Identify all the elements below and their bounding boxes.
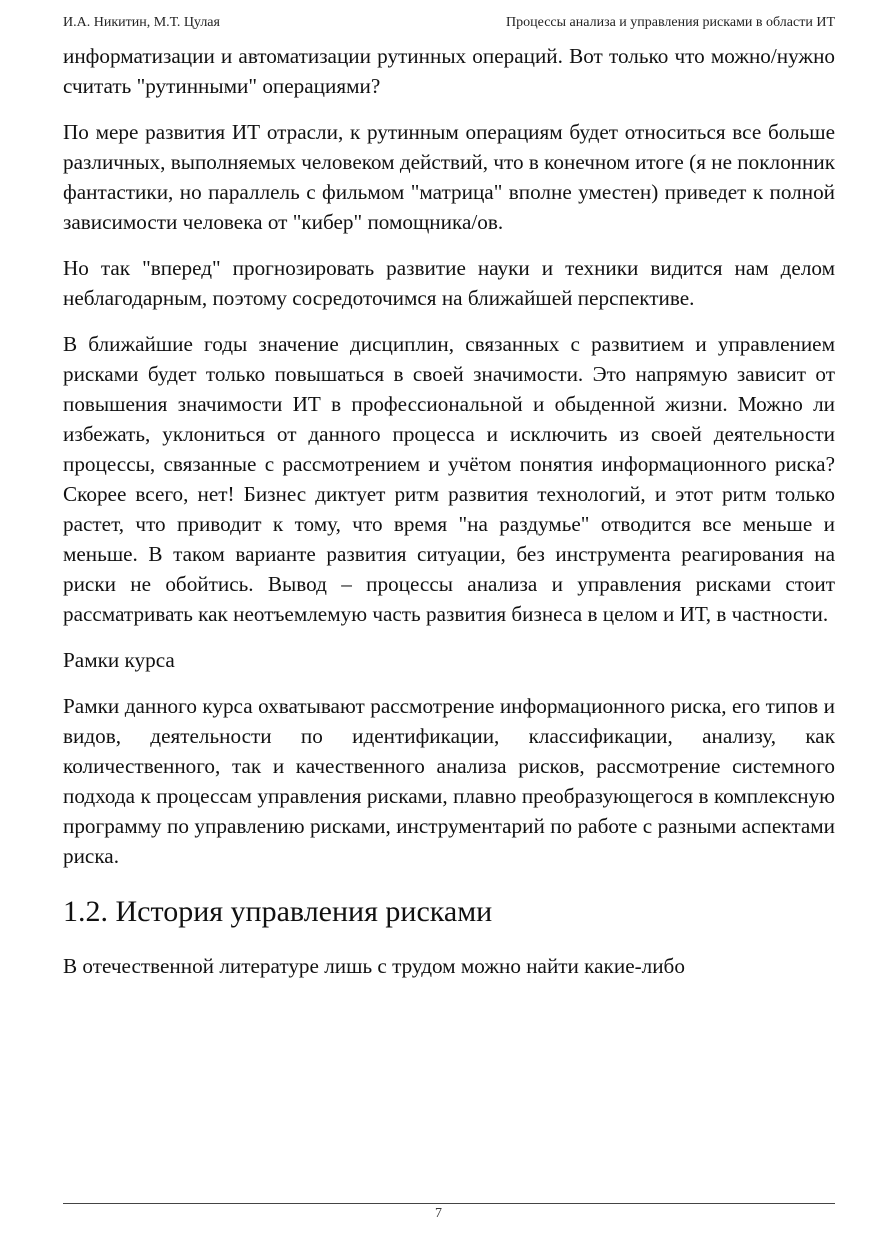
- running-header: [63, 15, 835, 35]
- header-title: Процессы анализа и управления рисками в области ИТ: [506, 15, 835, 30]
- subheading-course-scope: Рамки курса: [63, 648, 175, 672]
- paragraph-6: В отечественной литературе лишь с трудом можно найти какие-либо: [63, 954, 685, 978]
- footer-divider: [63, 1203, 835, 1204]
- paragraph-1: информатизации и автоматизации рутинных операций. Вот только что можно/нужно считать "рутинными" операциями?: [63, 44, 835, 98]
- page-body: [63, 41, 835, 997]
- header-authors: И.А. Никитин, М.Т. Цулая: [63, 15, 220, 30]
- page-number: 7: [435, 1206, 442, 1221]
- paragraph-2: По мере развития ИТ отрасли, к рутинным операциям будет относиться все больше различных, выполняемых человеком действий, что в конечном итоге (я не поклонник фантастики, но параллель с фильмом "матрица" вполне уместен) приведет к полной зависимости человека от "кибер" помощника/ов.: [63, 120, 835, 234]
- paragraph-5: Рамки данного курса охватывают рассмотрение информационного риска, его типов и видов, деятельности по идентификации, классификации, анализу, как количественного, так и качественного анализа рисков, рассмотрение системного подхода к процессам управления рисками, плавно преобразующегося в комплексную программу по управлению рисками, инструментарий по работе с разными аспектами риска.: [63, 694, 835, 868]
- section-heading: 1.2. История управления рисками: [63, 895, 493, 928]
- paragraph-4: В ближайшие годы значение дисциплин, связанных с развитием и управлением рисками будет только повышаться в своей значимости. Это напрямую зависит от повышения значимости ИТ в профессиональной и обыденной жизни. Можно ли избежать, уклониться от данного процесса и исключить из своей деятельности процессы, связанные с рассмотрением и учётом понятия информационного риска? Скорее всего, нет! Бизнес диктует ритм развития технологий, и этот ритм только растет, что приводит к тому, что время "на раздумье" отводится все меньше и меньше. В таком варианте развития ситуации, без инструмента реагирования на риски не обойтись. Вывод – процессы анализа и управления рисками стоит рассматривать как неотъемлемую часть развития бизнеса в целом и ИТ, в частности.: [63, 332, 835, 626]
- paragraph-3: Но так "вперед" прогнозировать развитие науки и техники видится нам делом неблагодарным, поэтому сосредоточимся на ближайшей перспективе.: [63, 256, 835, 310]
